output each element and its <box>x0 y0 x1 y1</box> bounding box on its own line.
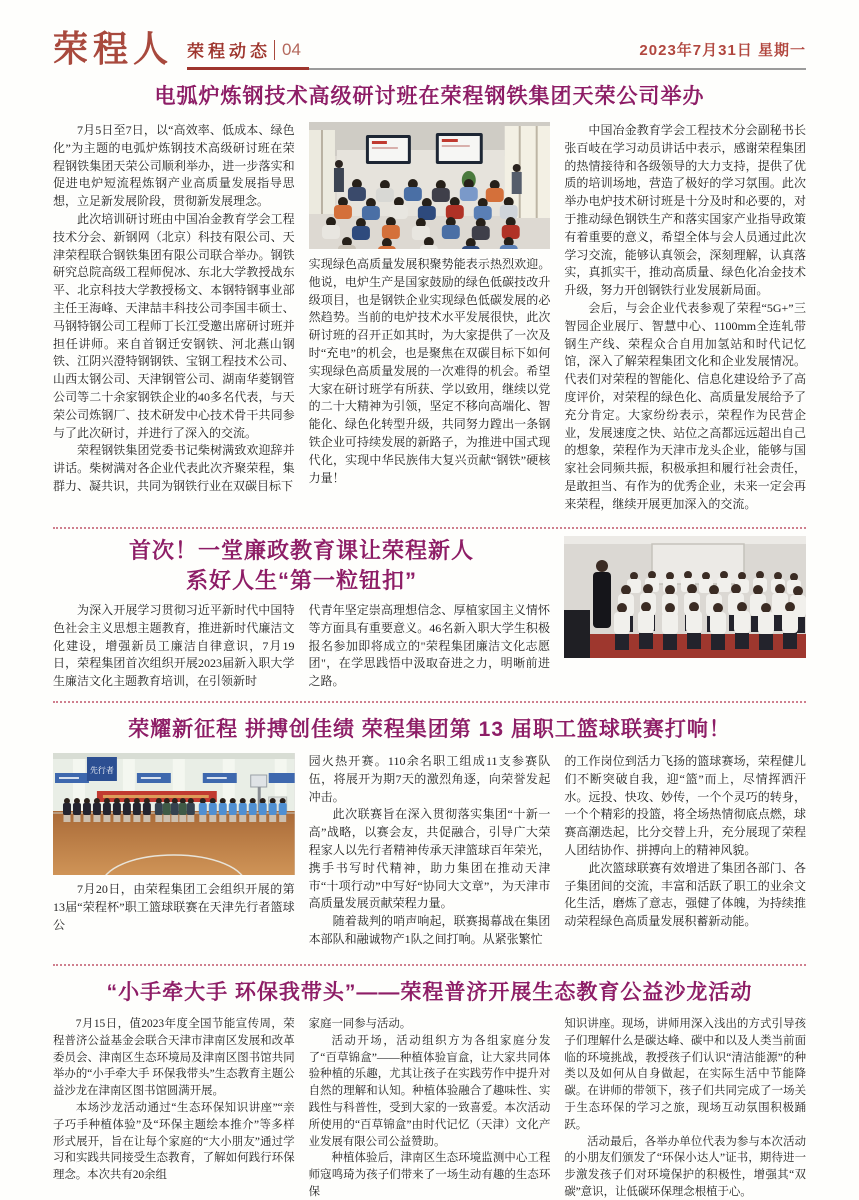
article-3-col-1 <box>53 753 295 955</box>
paragraph: 种植体验后，津南区生态环境监测中心工程师寇鸣琦为孩子们带来了一场生动有趣的生态环保 <box>308 1152 551 1198</box>
paragraph: 随着裁判的哨声响起，联赛揭幕战在集团本部队和融诚物产1队之间打响。从紧张繁忙 <box>308 914 551 946</box>
paragraph: 家庭一同参与活动。 <box>308 1018 412 1030</box>
article-3 <box>53 715 806 955</box>
masthead-logo: 荣程人 <box>53 28 174 71</box>
article-3-title: 荣耀新征程 拼搏创佳绩 荣程集团第 13 届职工篮球联赛打响！ <box>128 718 731 741</box>
photo-banner-text: 先行者 <box>89 765 114 776</box>
article-4-col-1 <box>53 1016 295 1200</box>
article-2 <box>53 536 806 692</box>
paragraph: 本场沙龙活动通过“生态环保知识讲座”“亲子巧手种植体验”及“环保主题绘本推介”等多样形式展开，旨在让每个家庭的“大小朋友”通过学习和实践共同接受生态教育，了解如何践行环保理念。本次共有20余组 <box>53 1101 295 1182</box>
dotted-separator <box>53 964 806 966</box>
paragraph: 活动开场，活动组织方为各组家庭分发了“百草锦盒”——种植体验盲盒，让大家共同体验种植的乐趣，尤其让孩子在实践劳作中提升对自然的理解和认知。种植体验融合了趣味性、实践性与科普性，受到大家的一致喜爱。本次活动所使用的“百草锦盒”由时代记忆（天津）文化产业发展有限公司公益赞助。 <box>308 1034 551 1148</box>
article-1 <box>53 82 806 518</box>
article-2-col-1 <box>53 602 295 690</box>
masthead-rule-gray <box>309 68 806 70</box>
paragraph: 会后，与会企业代表参观了荣程“5G+”三智园企业展厅、智慧中心、1100mm全连轧带钢生产线、荣程众合自用加氢站和时代记忆馆，深入了解荣程集团文化和企业发展情况。代表们对荣程的智能化、信息化建设给予了高度评价，对荣程的绿色化、高质量发展给予了充分肯定。大家纷纷表示，荣程作为民营企业，发展速度之快、站位之高都远远超出自己的想象，荣程作为天津市龙头企业，能够与国家社会同频共振，积极承担和履行社会责任，是敢担当、有作为的优秀企业，未来一定会再来荣程，继续开展更加深入的交流。 <box>564 300 806 511</box>
article-1-col-3 <box>564 122 806 518</box>
paragraph: 7月15日，值2023年度全国节能宣传周，荣程普济公益基金会联合天津市津南区发展和改革委员会、津南区生态环境局及津南区图书馆共同举办的“小手牵大手 环保我带头”生态教育主题公益沙龙在津南区图书馆圆满开展。 <box>53 1018 295 1098</box>
paragraph: 此次联赛旨在深入贯彻落实集团“十新一高”战略，以赛会友，共促融合，引导广大荣程家人以先行者精神传承天津篮球百年荣光，携手书写时代精神，助力集团在推动天津市“十项行动”中写好“协同大文章”，为天津市高质量发展贡献荣程力量。 <box>308 807 551 911</box>
section-label: 荣程动态 <box>187 42 272 61</box>
article-1-photo-seminar-room <box>309 122 551 249</box>
paragraph: 知识讲座。现场，讲师用深入浅出的方式引导孩子们理解什么是碳达峰、碳中和以及人类当前面临的环境挑战，教授孩子们认识“清洁能源”的种类以及如何从自身做起，在实际生活中节能降碳。在讲师的带领下，孩子们共同完成了一场关于生态环保的学习之旅，现场互动氛围积极踊跃。 <box>564 1018 806 1131</box>
article-1-col-1 <box>53 122 295 518</box>
article-2-title-line1: 首次！一堂廉政教育课让荣程新人 <box>128 538 474 563</box>
article-4 <box>53 978 806 1200</box>
paragraph: 的工作岗位到活力飞扬的篮球赛场，荣程健儿们不断突破自我，迎“篮”而上，尽情挥洒汗水。远投、快攻、妙传，一个个灵巧的转身，一个个精彩的投篮，将全场热情彻底点燃，球赛高潮迭起，比分交替上升，充分展现了荣程人团结协作、拼搏向上的精神风貌。 <box>564 754 806 857</box>
article-2-photo-group <box>564 536 806 658</box>
paragraph: 园火热开赛。110余名职工组成11支参赛队伍，将展开为期7天的激烈角逐，向荣誉发起冲击。 <box>308 754 551 804</box>
article-4-col-3 <box>564 1016 806 1200</box>
dotted-separator <box>53 527 806 529</box>
section-divider <box>274 40 275 60</box>
paragraph: 7月5日至7日，以“高效率、低成本、绿色化”为主题的电弧炉炼钢技术高级研讨班在荣程钢铁集团天荣公司顺利举办，进一步落实和促进电炉短流程炼钢产业高质量发展指导思想，立足新发展阶段，贯彻新发展理念。 <box>53 123 295 209</box>
article-2-title-line2: 系好人生“第一粒钮扣” <box>185 568 417 593</box>
paragraph: 代青年坚定崇高理想信念、厚植家国主义情怀等方面具有重要意义。46名新入职大学生积极报名参加即将成立的"荣程集团廉洁文化志愿团"，在学思践悟中汲取奋进之力，明晰前进之路。 <box>308 603 550 689</box>
paragraph: 活动最后，各举办单位代表为参与本次活动的小朋友们颁发了“环保小达人”证书，期待进一步激发孩子们对环境保护的积极性，增强其“双碳”意识，让低碳环保理念根植于心。 <box>564 1135 806 1198</box>
issue-date: 2023年7月31日 星期一 <box>639 42 806 59</box>
paragraph: 中国冶金教育学会工程技术分会副秘书长张百岐在学习动员讲话中表示，感谢荣程集团的热情接待和各级领导的大力支持，提供了优质的培训场地，营造了极好的学习氛围。此次举办电炉技术研讨班是十分及时和必要的，对于推动绿色钢铁生产和落实国家产业指导政策有着重要的意义，希望全体与会人员通过此次学习交流，能够认真领会，深刻理解，认真落实，真抓实干，推动高质量、绿色化冶金技术升级，努力开创钢铁行业发展新局面。 <box>564 123 806 298</box>
masthead-rule-red <box>187 67 309 70</box>
article-2-col-2 <box>309 602 551 690</box>
page-number: 04 <box>282 39 301 59</box>
paragraph: 此次篮球联赛有效增进了集团各部门、各子集团间的交流，丰富和活跃了职工的业余文化生活，磨炼了意志，强健了体魄，为持续推动荣程绿色高质量发展积蓄新动能。 <box>564 860 806 929</box>
article-3-col-2 <box>309 753 551 955</box>
paragraph: 7月20日，由荣程集团工会组织开展的第13届“荣程杯”职工篮球联赛在天津先行者篮球公 <box>53 882 295 932</box>
article-1-title: 电弧炉炼钢技术高级研讨班在荣程钢铁集团天荣公司举办 <box>154 85 705 108</box>
paragraph: 此次培训研讨班由中国冶金教育学会工程技术分会、新钢网（北京）科技有限公司、天津荣程联合钢铁集团有限公司联合举办。钢铁研究总院高级工程师倪冰、东北大学教授战东平、北京科技大学教授杨文、本钢特钢事业部主任王海峰、天津喆丰科技公司李国丰硕士、马钢特钢公司工程师丁长江受邀出席研讨班并担任讲师。来自首钢迁安钢铁、河北燕山钢铁、江阴兴澄特钢钢铁、宝钢工程技术公司、山西太钢公司、天津钢管公司、湖南华菱钢管公司等二十余家钢铁企业的40多名代表，与天荣公司炼钢厂、技术研发中心技术骨干共同参与了此次研讨，并进行了深入的交流。 <box>53 211 295 440</box>
dotted-separator <box>53 701 806 703</box>
article-1-col-2 <box>309 122 551 518</box>
paragraph: 实现绿色高质量发展积聚势能表示热烈欢迎。他说，电炉生产是国家鼓励的绿色低碳技改升级项目，也是钢铁企业实现绿色低碳发展的必然趋势。当前的电炉技术水平发展很快，此次研讨班的召开正如其时，为大家提供了一次及时“充电”的机会，也是聚焦在双碳目标下如何实现绿色高质量发展的一次难得的机会。希望大家在研讨班学有所获、学以致用，继续以党的二十大精神为引领，坚定不移向高端化、智能化、绿色化转型升级，共同努力蹚出一条钢铁企业可持续发展的新路子，为推进中国式现代化，实现中华民族伟大复兴贡献“钢铁”硬核力量！ <box>308 257 551 485</box>
article-4-title: “小手牵大手 环保我带头”——荣程普济开展生态教育公益沙龙活动 <box>106 981 753 1004</box>
article-3-col-3 <box>564 753 806 955</box>
article-3-photo-basketball <box>53 753 295 875</box>
masthead <box>53 30 806 70</box>
paragraph: 荣程钢铁集团党委书记柴树满致欢迎辞并讲话。柴树满对各企业代表此次齐聚荣程，集群力、凝共识，共同为钢铁行业在双碳目标下 <box>53 443 295 493</box>
article-4-col-2 <box>309 1016 551 1200</box>
masthead-rule <box>187 67 806 70</box>
paragraph: 为深入开展学习贯彻习近平新时代中国特色社会主义思想主题教育，推进新时代廉洁文化建设，增强新员工廉洁自律意识，7月19日，荣程集团首次组织开展2023届新入职大学生廉洁文化主题教育培训，在引领新时 <box>53 603 295 689</box>
